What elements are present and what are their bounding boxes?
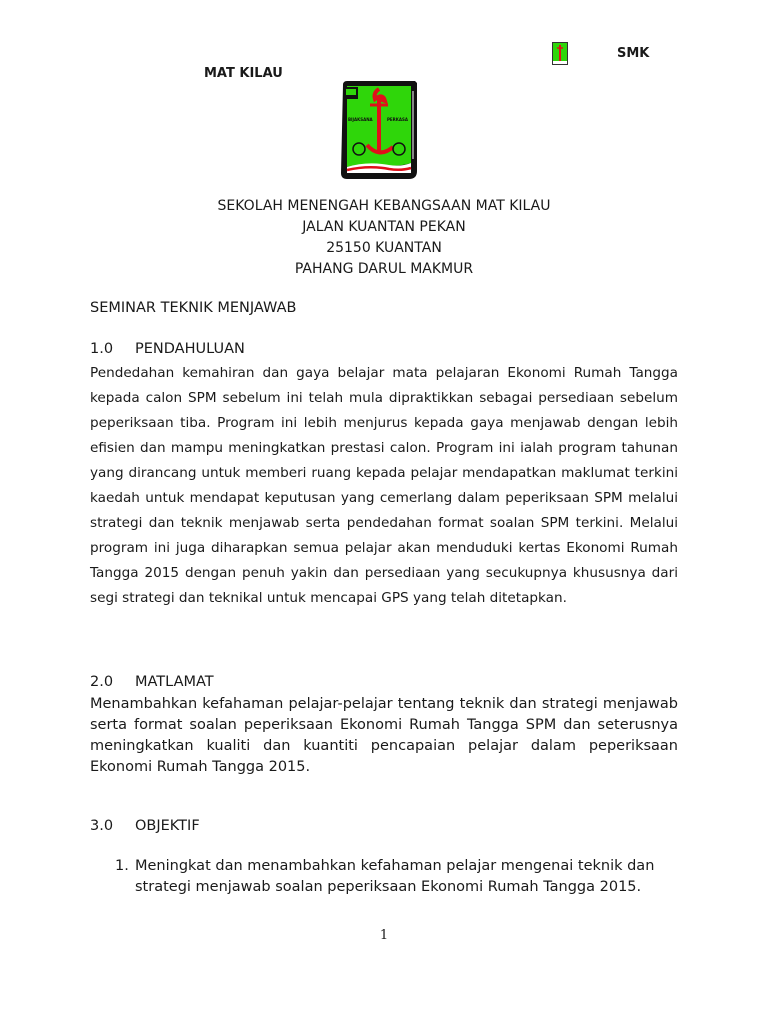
section-number: 2.0 <box>90 674 114 690</box>
address-line: JALAN KUANTAN PEKAN <box>302 219 466 235</box>
section-title: OBJEKTIF <box>135 818 200 834</box>
address-line: SEKOLAH MENENGAH KEBANGSAAN MAT KILAU <box>217 198 551 214</box>
crest-label-bottom: SEKOLAH MENENGAH <box>351 173 400 178</box>
section-body-matlamat: Menambahkan kefahaman pelajar-pelajar tentang teknik dan strategi menjawab serta format soalan peperiksaan Ekonomi Rumah Tangga SPM dan seterusnya meningkatkan kualiti dan kuantiti pencapaian pelajar dalam peperiksaan Ekonomi Rumah Tangga 2015. <box>90 696 678 775</box>
crest-label-left: BIJAKSANA <box>348 117 373 122</box>
school-crest-icon <box>339 79 419 183</box>
list-item <box>115 856 655 898</box>
section-number: 3.0 <box>90 818 114 834</box>
section-heading-objektif <box>90 818 200 834</box>
page-number: 1 <box>379 928 389 943</box>
list-item-number: 1. <box>115 858 129 874</box>
address-line: PAHANG DARUL MAKMUR <box>294 261 474 277</box>
school-address <box>90 196 678 280</box>
crest-label-right: PERKASA <box>387 117 408 122</box>
section-title: MATLAMAT <box>135 674 214 690</box>
list-item-text: Meningkat dan menambahkan kefahaman pelajar mengenai teknik dan strategi menjawab soalan peperiksaan Ekonomi Rumah Tangga 2015. <box>135 858 655 895</box>
header-school-name: MAT KILAU <box>204 66 283 81</box>
section-number: 1.0 <box>90 341 114 357</box>
section-heading-matlamat <box>90 674 214 690</box>
section-heading-pendahuluan <box>90 341 245 357</box>
address-line: 25150 KUANTAN <box>326 240 442 256</box>
section-title: PENDAHULUAN <box>135 341 245 357</box>
document-title: SEMINAR TEKNIK MENJAWAB <box>90 300 297 316</box>
objective-list <box>115 856 655 898</box>
header-school-abbrev: SMK <box>617 46 650 61</box>
school-logo-small-icon <box>552 42 568 65</box>
section-body-pendahuluan: Pendedahan kemahiran dan gaya belajar mata pelajaran Ekonomi Rumah Tangga kepada calon SPM sebelum ini telah mula dipraktikkan sebagai persediaan sebelum peperiksaan tiba. Program ini lebih menjurus kepada gaya menjawab dengan lebih efisien dan mampu meningkatkan prestasi calon. Program ini ialah program tahunan yang dirancang untuk memberi ruang kepada pelajar mendapatkan maklumat terkini kaedah untuk mendapat keputusan yang cemerlang dalam peperiksaan SPM melalui strategi dan teknik menjawab serta pendedahan format soalan SPM terkini. Melalui program ini juga diharapkan semua pelajar akan menduduki kertas Ekonomi Rumah Tangga 2015 dengan penuh yakin dan persediaan yang secukupnya khususnya dari segi strategi dan teknikal untuk mencapai GPS yang telah ditetapkan. <box>90 365 678 606</box>
